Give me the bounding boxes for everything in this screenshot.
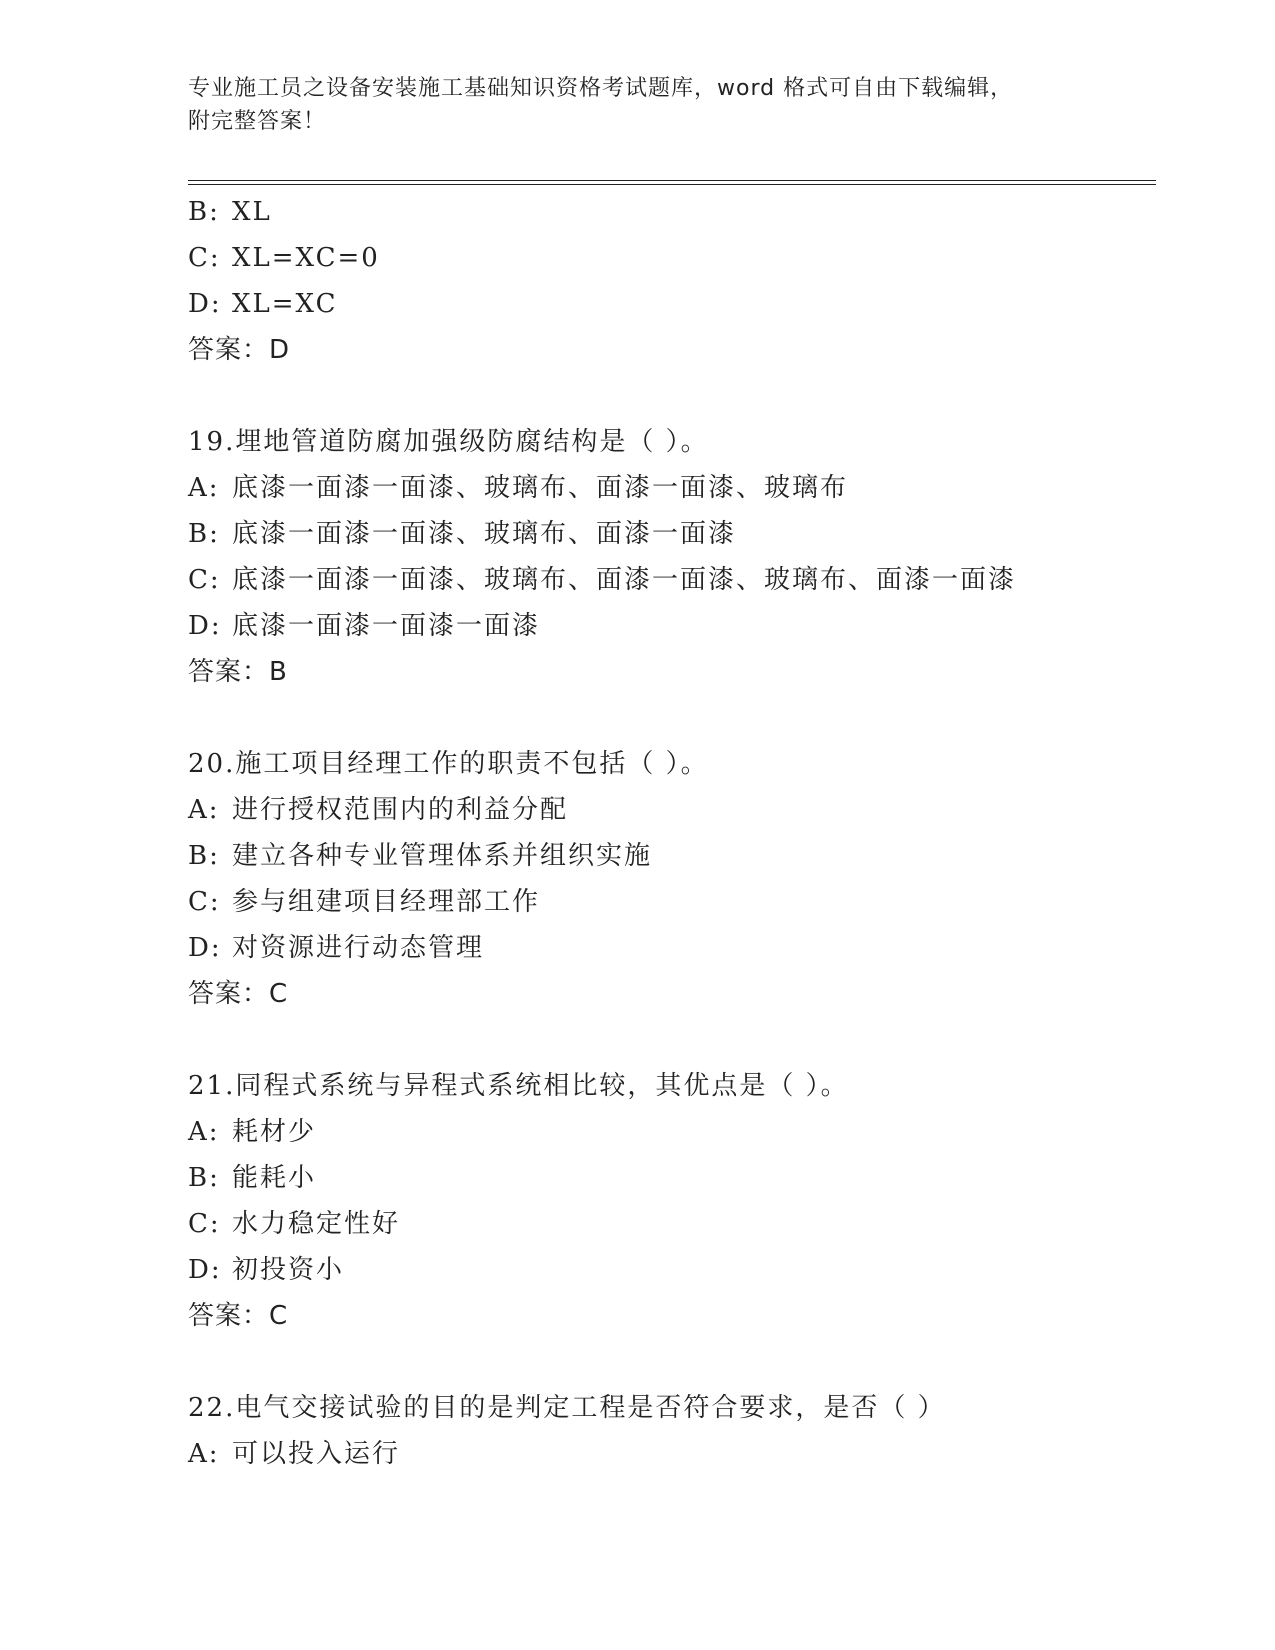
question-22 xyxy=(188,1385,1156,1477)
question-list xyxy=(188,189,1156,1477)
option-text: 进行授权范围内的利益分配 xyxy=(232,795,569,825)
question-21 xyxy=(188,1063,1156,1339)
answer-line: 答案：D xyxy=(188,335,291,365)
option-letter: D: xyxy=(188,1255,222,1285)
option-text: 底漆一面漆一面漆、玻璃布、面漆一面漆、玻璃布 xyxy=(232,473,849,503)
question-20 xyxy=(188,741,1156,1017)
option-letter: A: xyxy=(188,795,220,825)
option-d xyxy=(188,1247,1156,1293)
option-a xyxy=(188,787,1156,833)
option-text: 耗材少 xyxy=(232,1117,317,1147)
option-letter: A: xyxy=(188,1439,220,1469)
answer-line: 答案：C xyxy=(188,1301,289,1331)
question-19 xyxy=(188,419,1156,695)
option-text: 参与组建项目经理部工作 xyxy=(232,887,541,917)
question-stem: 20.施工项目经理工作的职责不包括（ ）。 xyxy=(188,749,709,779)
option-c xyxy=(188,235,1156,281)
option-c xyxy=(188,1201,1156,1247)
option-b xyxy=(188,833,1156,879)
header-divider-top xyxy=(188,180,1156,181)
answer-line: 答案：C xyxy=(188,979,289,1009)
option-text: 底漆一面漆一面漆、玻璃布、面漆一面漆 xyxy=(232,519,737,549)
option-a xyxy=(188,1431,1156,1477)
option-text: XL xyxy=(232,197,272,227)
option-letter: C: xyxy=(188,243,221,273)
option-b xyxy=(188,511,1156,557)
question-stem: 21.同程式系统与异程式系统相比较，其优点是（ ）。 xyxy=(188,1071,849,1101)
question-stem: 22.电气交接试验的目的是判定工程是否符合要求，是否（ ） xyxy=(188,1393,946,1423)
option-c xyxy=(188,879,1156,925)
header-divider-bottom xyxy=(188,184,1156,185)
document-header xyxy=(188,72,1088,138)
option-letter: D: xyxy=(188,611,222,641)
option-letter: C: xyxy=(188,565,221,595)
option-b xyxy=(188,189,1156,235)
option-text: 可以投入运行 xyxy=(232,1439,401,1469)
option-letter: A: xyxy=(188,473,220,503)
answer-line: 答案：B xyxy=(188,657,288,687)
option-text: 底漆一面漆一面漆、玻璃布、面漆一面漆、玻璃布、面漆一面漆 xyxy=(232,565,1017,595)
option-letter: B: xyxy=(188,197,220,227)
previous-question-tail xyxy=(188,189,1156,373)
option-c xyxy=(188,557,1156,603)
option-letter: B: xyxy=(188,519,220,549)
header-line-1: 专业施工员之设备安装施工基础知识资格考试题库，word 格式可自由下载编辑， xyxy=(188,76,1014,101)
option-text: 水力稳定性好 xyxy=(232,1209,401,1239)
option-d xyxy=(188,603,1156,649)
option-text: 能耗小 xyxy=(232,1163,317,1193)
option-text: XL=XC xyxy=(232,289,338,319)
option-letter: D: xyxy=(188,933,222,963)
option-text: 底漆一面漆一面漆一面漆 xyxy=(232,611,541,641)
option-text: 建立各种专业管理体系并组织实施 xyxy=(232,841,653,871)
option-letter: C: xyxy=(188,887,221,917)
option-a xyxy=(188,465,1156,511)
option-text: 对资源进行动态管理 xyxy=(232,933,485,963)
option-letter: B: xyxy=(188,1163,220,1193)
option-d xyxy=(188,925,1156,971)
option-text: XL=XC=0 xyxy=(232,243,380,273)
option-letter: A: xyxy=(188,1117,220,1147)
option-letter: B: xyxy=(188,841,220,871)
option-a xyxy=(188,1109,1156,1155)
question-stem: 19.埋地管道防腐加强级防腐结构是（ ）。 xyxy=(188,427,709,457)
option-text: 初投资小 xyxy=(232,1255,345,1285)
header-line-2: 附完整答案！ xyxy=(188,109,327,134)
option-b xyxy=(188,1155,1156,1201)
option-letter: D: xyxy=(188,289,222,319)
option-letter: C: xyxy=(188,1209,221,1239)
option-d xyxy=(188,281,1156,327)
